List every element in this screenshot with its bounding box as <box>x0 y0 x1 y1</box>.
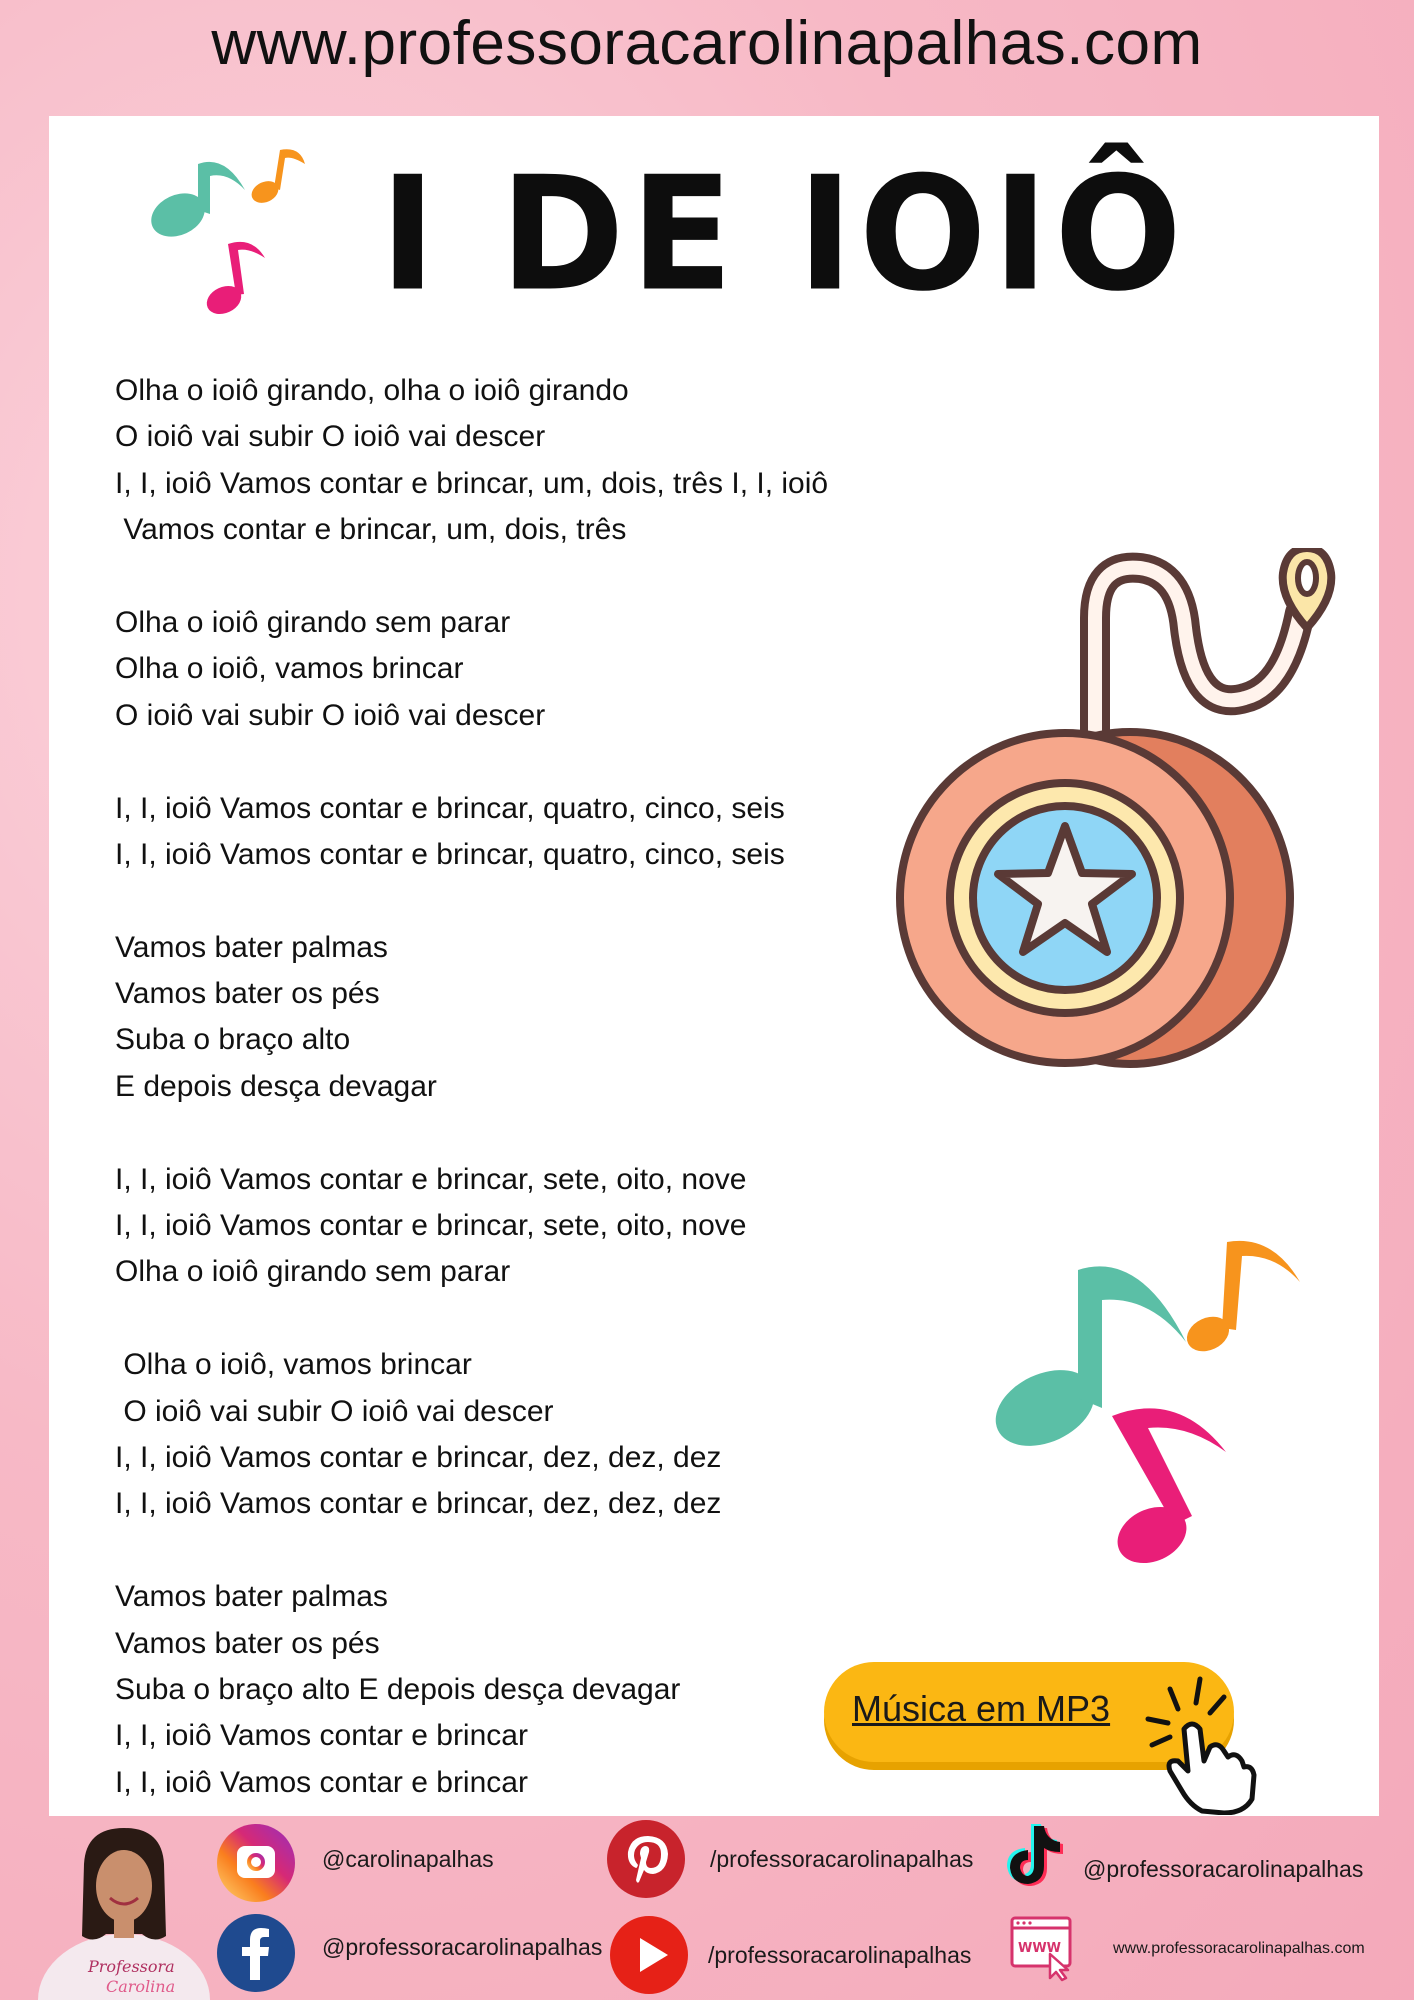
lyric-line: Vamos bater palmas <box>115 1580 388 1614</box>
lyric-line: I, I, ioiô Vamos contar e brincar, um, dois, três I, I, ioiô <box>115 466 829 500</box>
pointing-hand-icon <box>1140 1675 1260 1815</box>
lyric-line: O ioiô vai subir O ioiô vai descer <box>115 420 546 454</box>
tiktok-icon[interactable] <box>1000 1820 1070 1890</box>
lyric-line: Olha o ioiô, vamos brincar <box>115 652 464 686</box>
lyric-line: Suba o braço alto <box>115 1023 351 1057</box>
stanza-gap <box>115 1528 1015 1574</box>
lyric-line: I, I, ioiô Vamos contar e brincar, quatro, cinco, seis <box>115 837 785 871</box>
website-icon[interactable] <box>1010 1914 1078 1982</box>
stanza-gap <box>115 739 1015 785</box>
lyric-line: O ioiô vai subir O ioiô vai descer <box>115 1394 554 1428</box>
lyric-line: Olha o ioiô, vamos brincar <box>115 1348 472 1382</box>
lyric-line: Suba o braço alto E depois desça devagar <box>115 1672 681 1706</box>
page-title: I DE IOIÔ <box>380 143 1188 327</box>
stanza-gap <box>115 878 1015 924</box>
svg-text:WWW: WWW <box>1018 1941 1062 1956</box>
avatar <box>36 1824 212 2000</box>
lyric-line: I, I, ioiô Vamos contar e brincar <box>115 1765 528 1799</box>
youtube-icon[interactable] <box>610 1916 688 1994</box>
lyric-line: O ioiô vai subir O ioiô vai descer <box>115 698 546 732</box>
pinterest-icon[interactable] <box>607 1820 685 1898</box>
music-notes-big-icon <box>990 1230 1310 1580</box>
lyric-line: Olha o ioiô girando sem parar <box>115 605 511 639</box>
mp3-button-label[interactable]: Música em MP3 <box>852 1688 1111 1729</box>
youtube-handle[interactable]: /professoracarolinapalhas <box>708 1942 972 1968</box>
lyrics-block <box>115 368 1015 1806</box>
lyric-line: Vamos bater palmas <box>115 930 388 964</box>
website-url[interactable]: www.professoracarolinapalhas.com <box>1113 1940 1365 1957</box>
tiktok-handle[interactable]: @professoracarolinapalhas <box>1083 1856 1364 1882</box>
facebook-icon[interactable] <box>217 1914 295 1992</box>
stanza-gap <box>115 1296 1015 1342</box>
stanza-gap <box>115 1110 1015 1156</box>
instagram-icon[interactable] <box>217 1824 295 1902</box>
lyric-line: I, I, ioiô Vamos contar e brincar, dez, dez, dez <box>115 1487 722 1521</box>
lyric-line: Olha o ioiô girando, olha o ioiô girando <box>115 374 629 407</box>
lyric-line: E depois desça devagar <box>115 1069 437 1103</box>
shirt-text-2: Carolina <box>106 1977 176 1996</box>
lyric-line: I, I, ioiô Vamos contar e brincar <box>115 1719 528 1753</box>
lyric-line: I, I, ioiô Vamos contar e brincar, sete, oito, nove <box>115 1209 747 1243</box>
facebook-handle[interactable]: @professoracarolinapalhas <box>322 1934 603 1960</box>
lyric-line: I, I, ioiô Vamos contar e brincar, sete, oito, nove <box>115 1162 747 1196</box>
lyric-line: Olha o ioiô girando sem parar <box>115 1255 511 1289</box>
shirt-text-1: Professora <box>88 1957 175 1976</box>
music-notes-icon <box>140 140 310 330</box>
instagram-handle[interactable]: @carolinapalhas <box>322 1846 494 1872</box>
footer <box>0 1816 1414 2000</box>
pinterest-handle[interactable]: /professoracarolinapalhas <box>710 1846 974 1872</box>
lyric-line: I, I, ioiô Vamos contar e brincar, quatro, cinco, seis <box>115 791 785 825</box>
stanza-gap <box>115 554 1015 600</box>
yoyo-icon <box>895 548 1365 1078</box>
lyric-line: I, I, ioiô Vamos contar e brincar, dez, dez, dez <box>115 1440 722 1474</box>
lyric-line: Vamos contar e brincar, um, dois, três <box>115 513 627 547</box>
lyric-line: Vamos bater os pés <box>115 977 380 1011</box>
lyric-line: Vamos bater os pés <box>115 1626 380 1660</box>
site-url-header[interactable]: www.professoracarolinapalhas.com <box>211 9 1203 78</box>
